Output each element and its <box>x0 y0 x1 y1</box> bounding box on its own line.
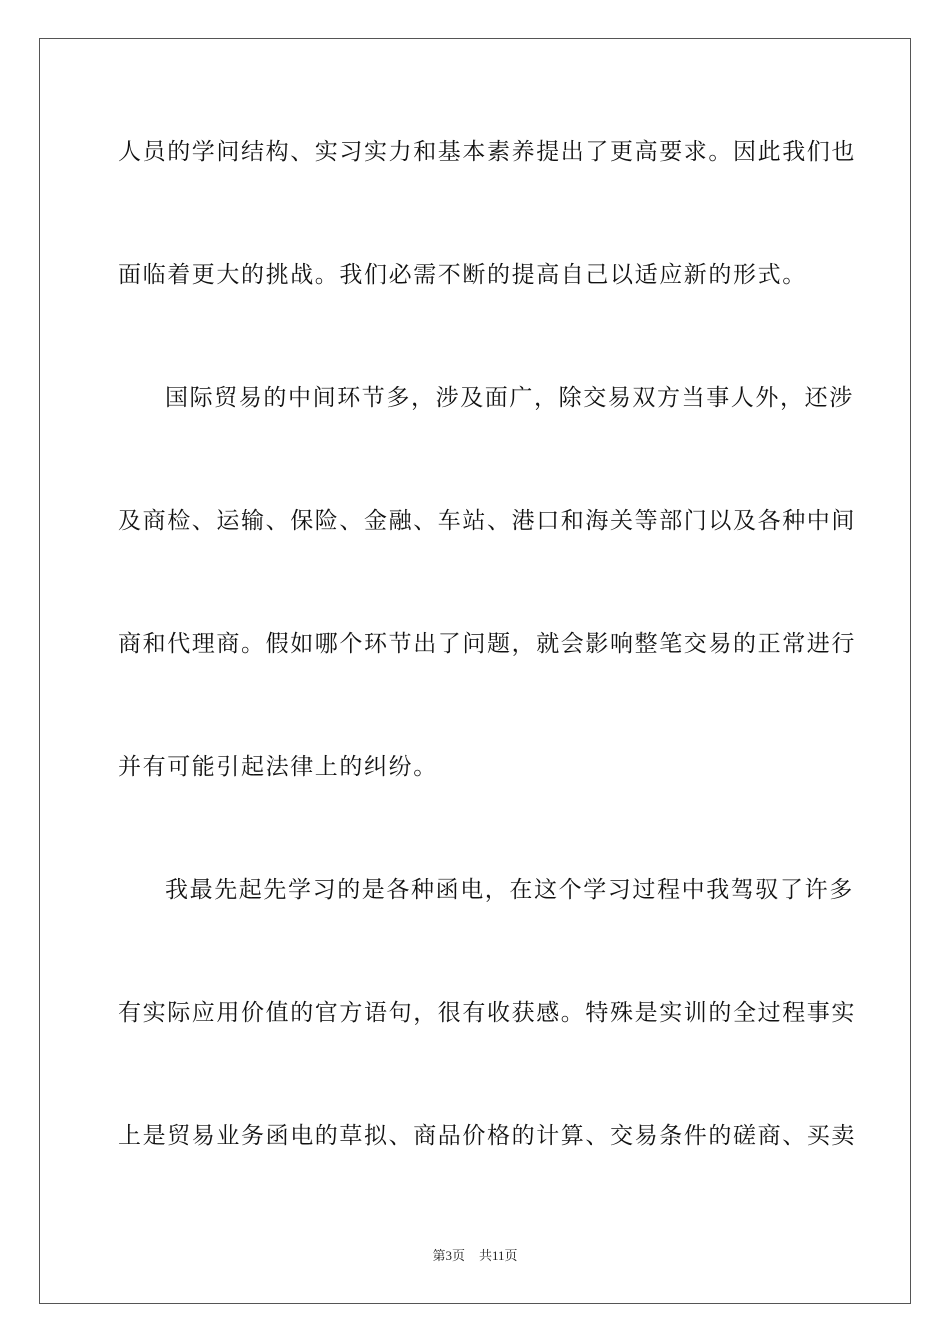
text-line-9: 上是贸易业务函电的草拟、商品价格的计算、交易条件的磋商、买卖 <box>118 1123 856 1149</box>
text-line-5: 商和代理商。假如哪个环节出了问题，就会影响整笔交易的正常进行 <box>118 631 856 657</box>
page-total: 共11页 <box>478 1248 518 1263</box>
page-number: 第3页 <box>432 1248 465 1263</box>
text-line-7: 我最先起先学习的是各种函电，在这个学习过程中我驾驭了许多 <box>165 877 854 903</box>
text-line-1: 人员的学问结构、实习实力和基本素养提出了更高要求。因此我们也 <box>118 139 856 165</box>
text-line-4: 及商检、运输、保险、金融、车站、港口和海关等部门以及各种中间 <box>118 508 856 534</box>
text-line-2: 面临着更大的挑战。我们必需不断的提高自己以适应新的形式。 <box>118 262 807 288</box>
page-border <box>39 38 911 1304</box>
page-footer <box>0 1248 950 1264</box>
text-line-8: 有实际应用价值的官方语句，很有收获感。特殊是实训的全过程事实 <box>118 1000 856 1026</box>
text-line-3: 国际贸易的中间环节多，涉及面广，除交易双方当事人外，还涉 <box>165 385 854 411</box>
text-line-6: 并有可能引起法律上的纠纷。 <box>118 754 438 780</box>
